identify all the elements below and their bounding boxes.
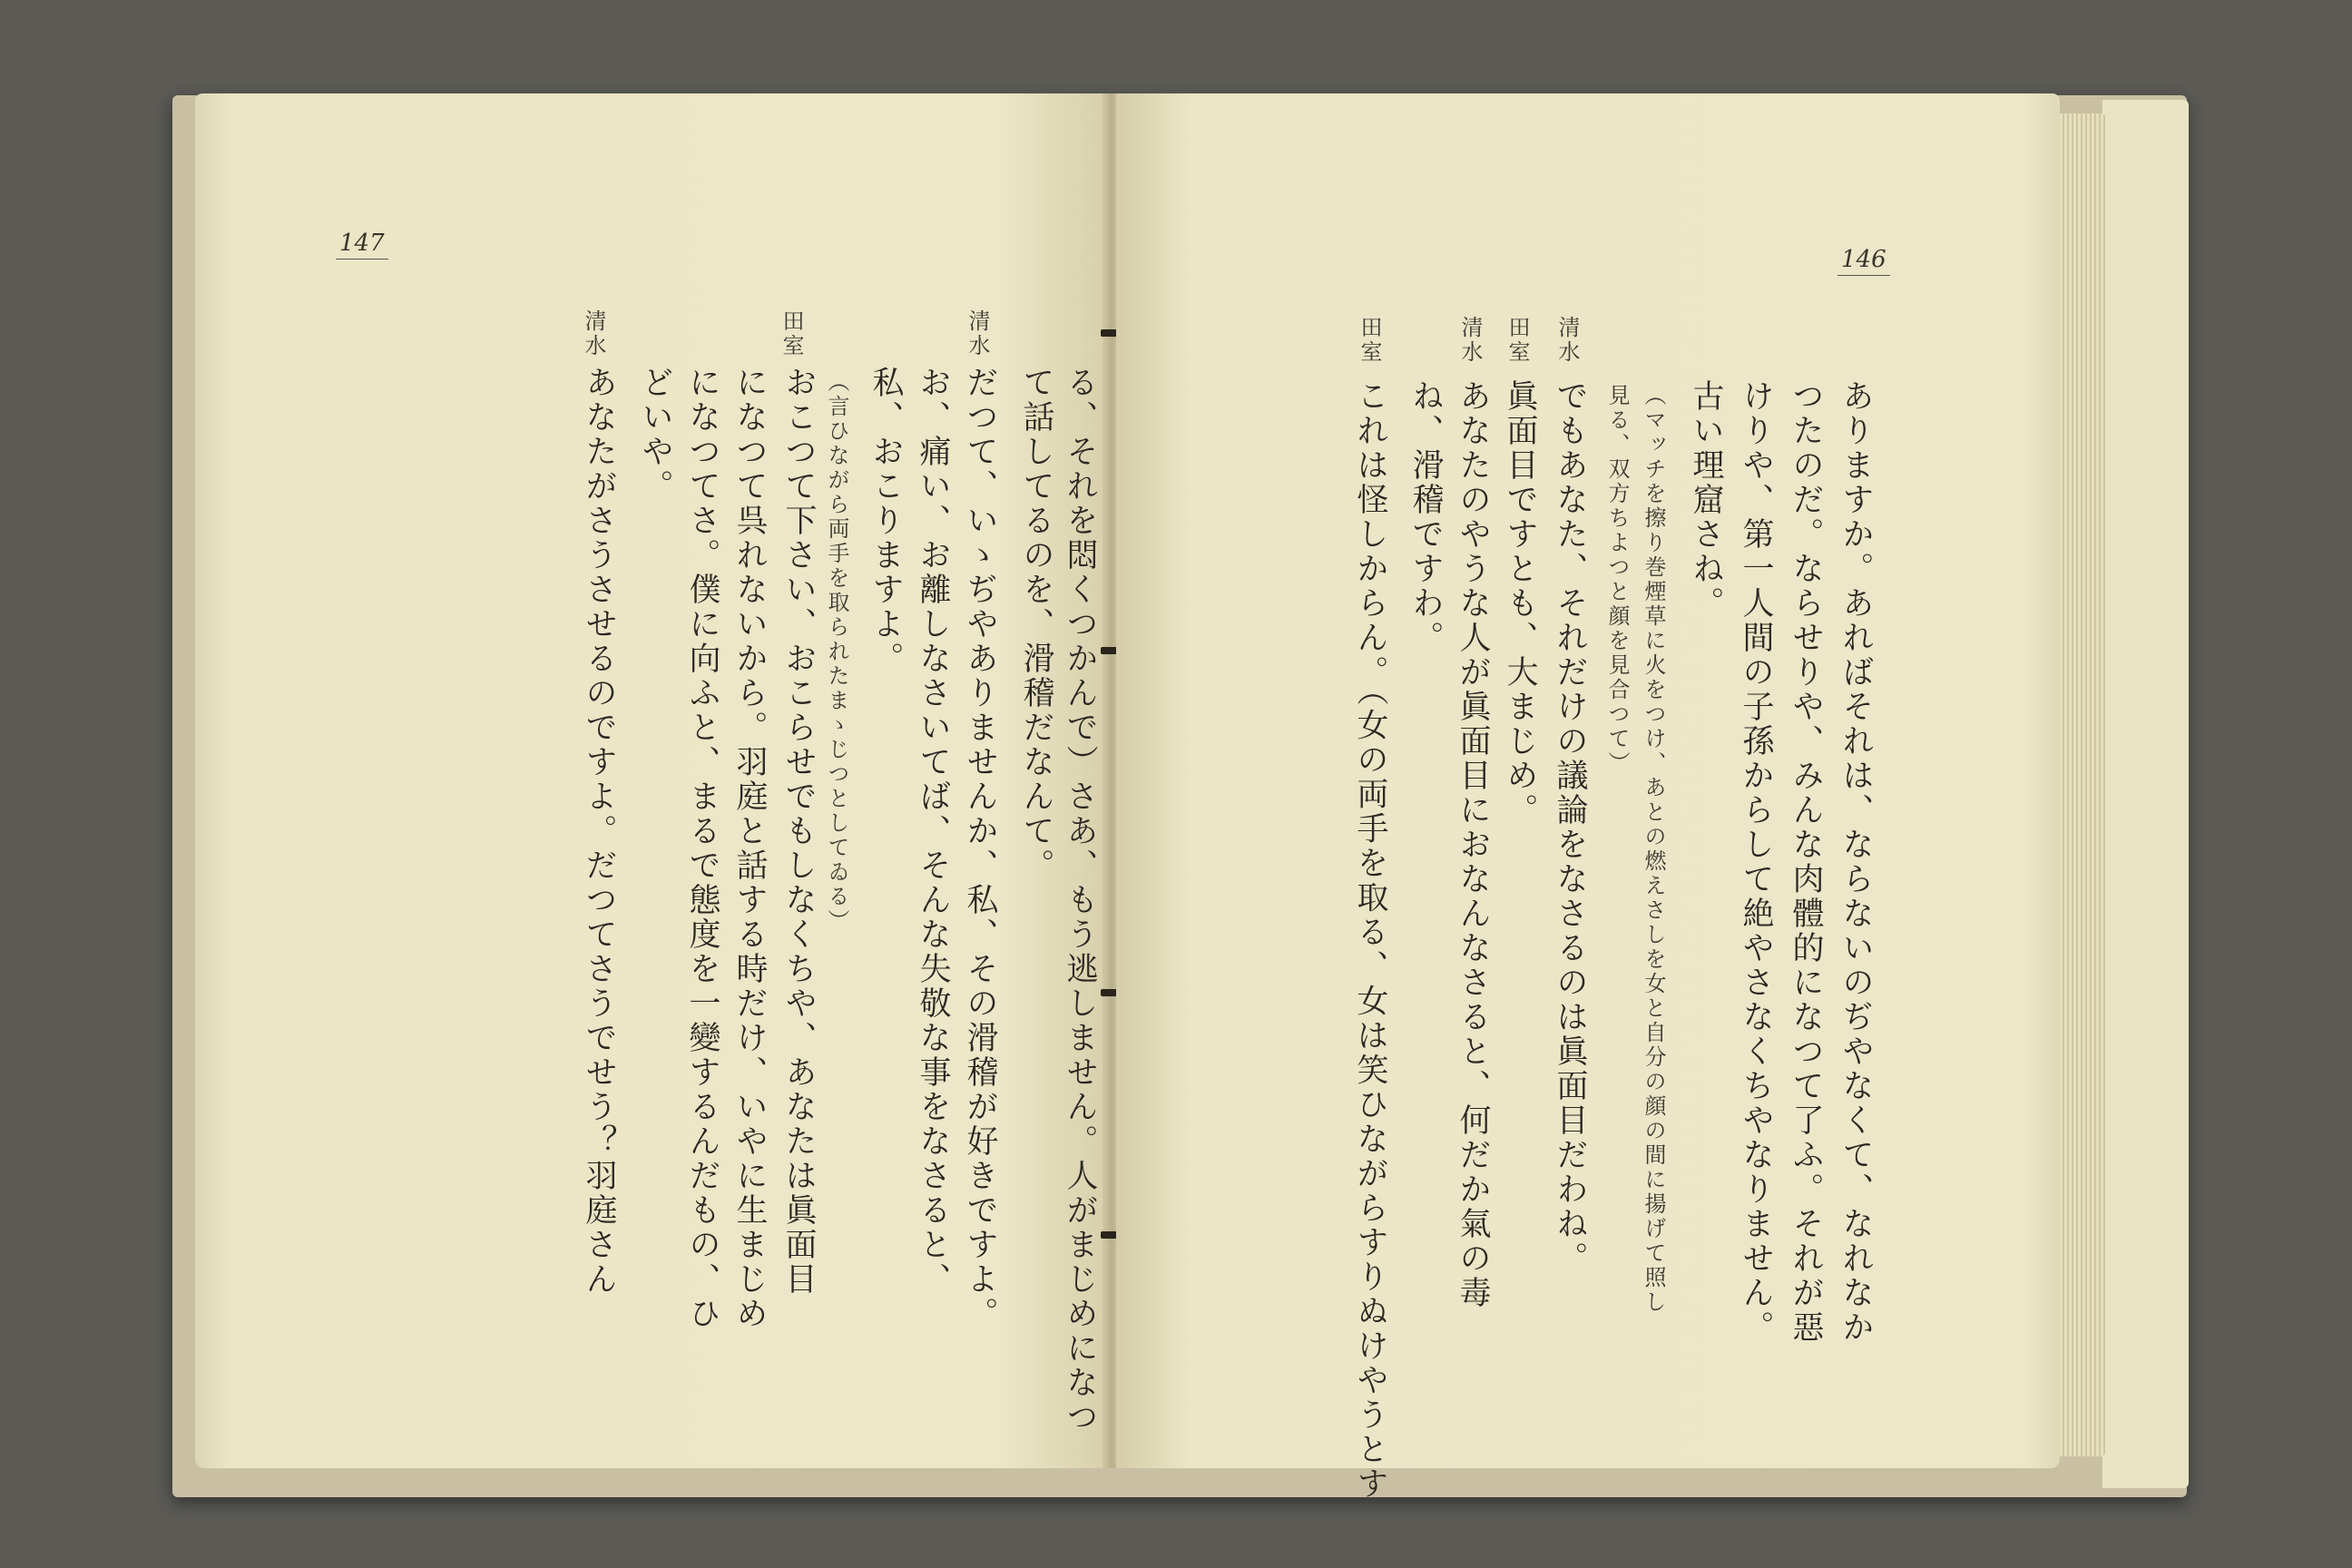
stage-direction: （言ひながら両手を取られたまゝじつとしてゐる） [824,370,849,934]
text-column: あなたがさうさせるのですよ。だつてさうでせう？羽庭さん [581,366,617,1297]
text-column: になつて呉れないから。羽庭と話する時だけ、いやに生まじめ [731,366,768,1331]
text-column: ありますか。あればそれは、ならないのぢやなくて、なれなか [1838,379,1874,1345]
open-book [172,86,2187,1502]
text-column: けりや、第一人間の子孫からして絶やさなくちやなりません。 [1738,379,1774,1345]
text-column: になつてさ。僕に向ふと、まるで態度を一變するんだもの、ひ [684,366,720,1331]
text-column: つたのだ。ならせりや、みんな肉體的になつて了ふ。それが惡 [1788,379,1824,1345]
speaker-label: 清水 [581,309,606,358]
text-column: これは怪しからん。（女の両手を取る、女は笑ひながらすりぬけやうとす [1352,379,1388,1502]
right-page [1116,93,2060,1502]
speaker-label: 清水 [1554,316,1580,365]
left-page [195,93,1107,1468]
speaker-label: 清水 [1457,316,1483,365]
cover-flap [2101,100,2189,1488]
page-number-right: 146 [1838,246,1890,276]
speaker-label: 清水 [965,309,990,358]
text-column: だつて、いゝぢやありませんか、私、その滑稽が好きですよ。 [962,366,998,1331]
text-column: 私、おこりますよ。 [867,366,904,676]
text-column: でもあなた、それだけの議論をなさるのは眞面目だわね。 [1552,379,1588,1276]
text-column: どいや。 [637,366,673,504]
stage-direction: （マッチを擦り巻煙草に火をつけ、あとの燃えさしを女と自分の顔の間に揚げて照し [1641,384,1666,1315]
text-column: ね、滑稽ですわ。 [1407,379,1444,655]
speaker-label: 田室 [779,309,804,358]
text-column: て話してるのを、滑稽だなんて。 [1018,366,1054,883]
text-column: あなたのやうな人が眞面目におなんなさると、何だか氣の毒 [1455,379,1491,1310]
text-column: おこつて下さい、おこらせでもしなくちや、あなたは眞面目 [780,366,817,1297]
text-column: 古い理窟さね。 [1688,379,1724,621]
stage-direction: 見る、双方ちよつと顔を見合つて） [1604,384,1630,776]
text-column: お、痛い、お離しなさいてば、そんな失敬な事をなさると、 [915,366,951,1297]
page-edges [2055,113,2105,1456]
text-column: 眞面目ですとも、大まじめ。 [1502,379,1538,828]
page-number-left: 147 [336,230,388,260]
speaker-label: 田室 [1504,316,1530,365]
speaker-label: 田室 [1357,316,1382,365]
text-column: る、それを悶くつかんで）さあ、もう逃しません。人がまじめになつ [1062,366,1098,1435]
